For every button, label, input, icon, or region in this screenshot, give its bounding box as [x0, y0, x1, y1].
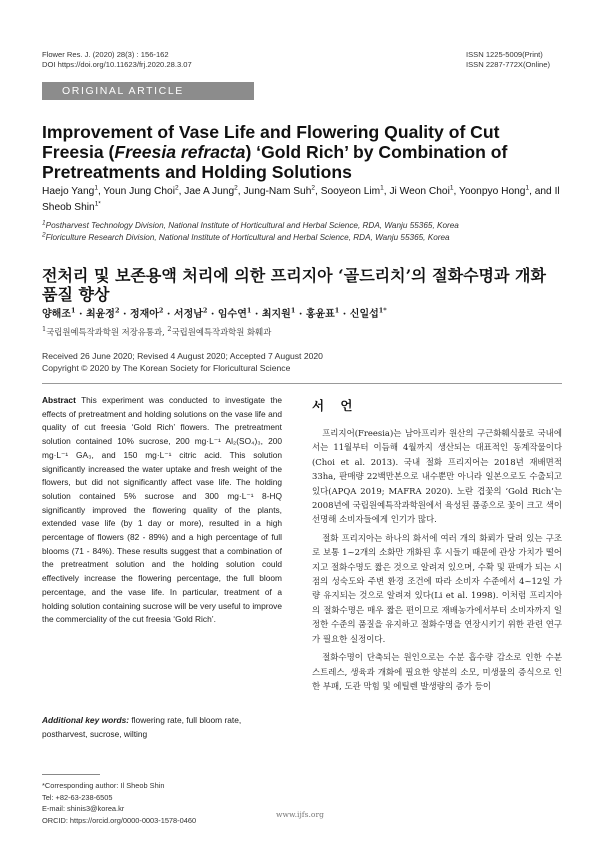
running-header-left [42, 50, 192, 70]
copyright-notice: Copyright © 2020 by The Korean Society for Floricultural Science [42, 363, 291, 373]
author: Il Sheob Shin$^{1*}$ [42, 186, 560, 213]
history-dates: Received 26 June 2020; Revised 4 August 2020; Accepted 7 August 2020 [42, 351, 323, 361]
section-heading-introduction: 서 언 [312, 398, 359, 413]
section-divider [42, 383, 562, 384]
corresponding-tel: Tel: +82-63-238-6505 [42, 792, 113, 802]
abstract [42, 394, 282, 627]
author: Yoonpyo Hong$^1$ [458, 184, 530, 197]
author: Haejo Yang$^1$ [42, 184, 98, 197]
author: Jae A Jung$^2$ [184, 184, 238, 197]
issn-online: ISSN 2287-772X(Online) [466, 60, 550, 69]
affiliation-1: $^1$Postharvest Technology Division, National Institute of Horticultural and Herbal Science, RDA, Wanju 55365, Korea [42, 219, 459, 230]
author: 정재아$^2$ [129, 306, 164, 320]
author: 최윤정$^2$ [85, 306, 120, 320]
author: 서정남$^2$ [173, 306, 208, 320]
author: Jung-Nam Suh$^2$ [243, 184, 316, 197]
abstract-label: Abstract [42, 395, 76, 405]
author: Youn Jung Choi$^2$ [103, 184, 179, 197]
affiliation-2: $^2$Floriculture Research Division, National Institute of Horticultural and Herbal Science, RDA, Wanju 55365, Korea [42, 231, 450, 242]
title-part-2: ) ‘Gold Rich’ by Combination of Pretreatments and Holding Solutions [42, 142, 508, 182]
author-list-en: Haejo Yang$^1$, Youn Jung Choi$^2$, Jae A Jung$^2$, Jung-Nam Suh$^2$, Sooyeon Lim$^1$, Ji Weon Choi$^1$, Yoonpyo Hong$^1$, and Il Sheob Shin$^{1*}$ [42, 184, 560, 213]
correspondence-footnote [42, 780, 282, 826]
keywords-label: Additional key words: [42, 715, 130, 725]
author: 임수연$^1$ [217, 306, 252, 320]
article-type-banner: ORIGINAL ARTICLE [42, 82, 254, 100]
keywords [42, 714, 282, 741]
author: 신일섭$^{1*}$ [349, 306, 387, 320]
paragraph: 절화 프리지아는 하나의 화서에 여러 개의 화뢰가 달려 있는 구조로 보통 1~2개의 소화만 개화된 후 시들기 때문에 관상 가치가 떨어지고 절화수명도 짧은 것으로 알려져 있으며, 수확 및 판매가 되는 시점의 성숙도와 주변 환경 조건에 따라 소비자 수준에서 4~12일 가량 유지되는 것으로 알려져 있다(Li et al. 1998). 이처럼 프리지아의 절화수명은 매우 짧은 편이므로 재배농가에서부터 소비자까지 일정한 수준의 품질을 유지하고 절화수명을 연장시키기 위한 관련 연구가 필요한 실정이다. [312, 532, 562, 644]
keywords-text: flowering rate, full bloom rate, postharvest, sucrose, wilting [42, 715, 242, 739]
paragraph: 프리지어(Freesia)는 남아프리카 원산의 구근화훼식물로 국내에서는 11월부터 이듬해 4월까지 생산되는 대표적인 동계작물이다(Choi et al. 2013). 국내 절화 프리지어는 2018년 재배면적 33ha, 판매량 22백만본으로 내수뿐만 아니라 일본으로도 수출되고 있다(APQA 2019; MAFRA 2020). 노란 겹꽃의 ‘Gold Rich’는 2008년에 국립원예특작과학원에서 육성된 품종으로 꽃이 크고 색이 선명해 소비자들에게 인기가 많다. [312, 428, 562, 525]
issn-print: ISSN 1225-5009(Print) [466, 50, 543, 59]
article-dates [42, 350, 562, 374]
author: 홍윤표$^1$ [305, 306, 340, 320]
running-header-right [466, 50, 550, 70]
author: 양해조$^1$ [42, 306, 76, 320]
article-title-ko: 전처리 및 보존용액 처리에 의한 프리지아 ‘골드리치’의 절화수명과 개화 품질 향상 [42, 266, 546, 304]
corresponding-author: *Corresponding author: Il Sheob Shin [42, 781, 165, 790]
paragraph: 절화수명이 단축되는 원인으로는 수분 흡수량 감소로 인한 수분 스트레스, 생육과 개화에 필요한 양분의 소모, 미생물의 증식으로 인한 부패, 도관 막힘 및 에틸렌 발생량의 증가 등이 [312, 652, 562, 691]
title-part-1: Improvement of Vase Life and Flowering Quality of Cut Freesia ( [42, 122, 500, 162]
author: Sooyeon Lim$^1$ [320, 184, 384, 197]
abstract-text: This experiment was conducted to investigate the effects of pretreatment and holding solutions on the vase life and quality of cut freesia ‘Gold Rich’ flowers. The pretreatment solution contained 10% sucrose, 200 mg·L⁻¹ Al₂(SO₄)₃, 200 mg·L⁻¹ GA₃, and 150 mg·L⁻¹ citric acid. This solution significantly increased the water uptake and fresh weight of the flowers, but did not significantly affect vase life. The holding solution contained 5% sucrose and 300 mg·L⁻¹ 8-HQ significantly improved the flowering quality of the plants, extended vase life (by 1 day or more), resulted in a high percentage of flowers (82 - 89%) and a high percentage of full blooms (71 - 84%). These results suggest that a combination of the pretreatment solution and the holding solution could effectively increase the flowering percentage, the full bloom percentage, and the vase life. In particular, treatment of a holding solution containing sucrose will be very useful to improve the commerciality of the cut freesia ‘Gold Rich’. [42, 395, 282, 625]
author-list-ko: 양해조$^1$ · 최윤정$^2$ · 정재아$^2$ · 서정남$^2$ · 임수연$^1$ · 최지원$^1$ · 홍윤표$^1$ · 신일섭$^{1*}$ [42, 306, 387, 320]
author: 최지원$^1$ [261, 306, 296, 320]
author: Ji Weon Choi$^1$ [389, 184, 454, 197]
footnote-rule [42, 774, 100, 775]
introduction-body [312, 426, 562, 697]
journal-citation: Flower Res. J. (2020) 28(3) : 156-162 [42, 50, 169, 59]
affiliations-ko: $^1$국립원예특작과학원 저장유통과, $^2$국립원예특작과학원 화훼과 [42, 325, 272, 337]
species-name: Freesia refracta [114, 142, 246, 162]
corresponding-email[interactable]: E-mail: shinis3@korea.kr [42, 804, 125, 814]
corresponding-orcid[interactable]: ORCID: https://orcid.org/0000-0003-1578-0460 [42, 815, 197, 825]
doi-link[interactable]: DOI https://doi.org/10.11623/frj.2020.28.3.07 [42, 60, 192, 69]
article-title-en [42, 122, 562, 182]
footer-url[interactable]: www.ijfs.org [276, 810, 324, 819]
